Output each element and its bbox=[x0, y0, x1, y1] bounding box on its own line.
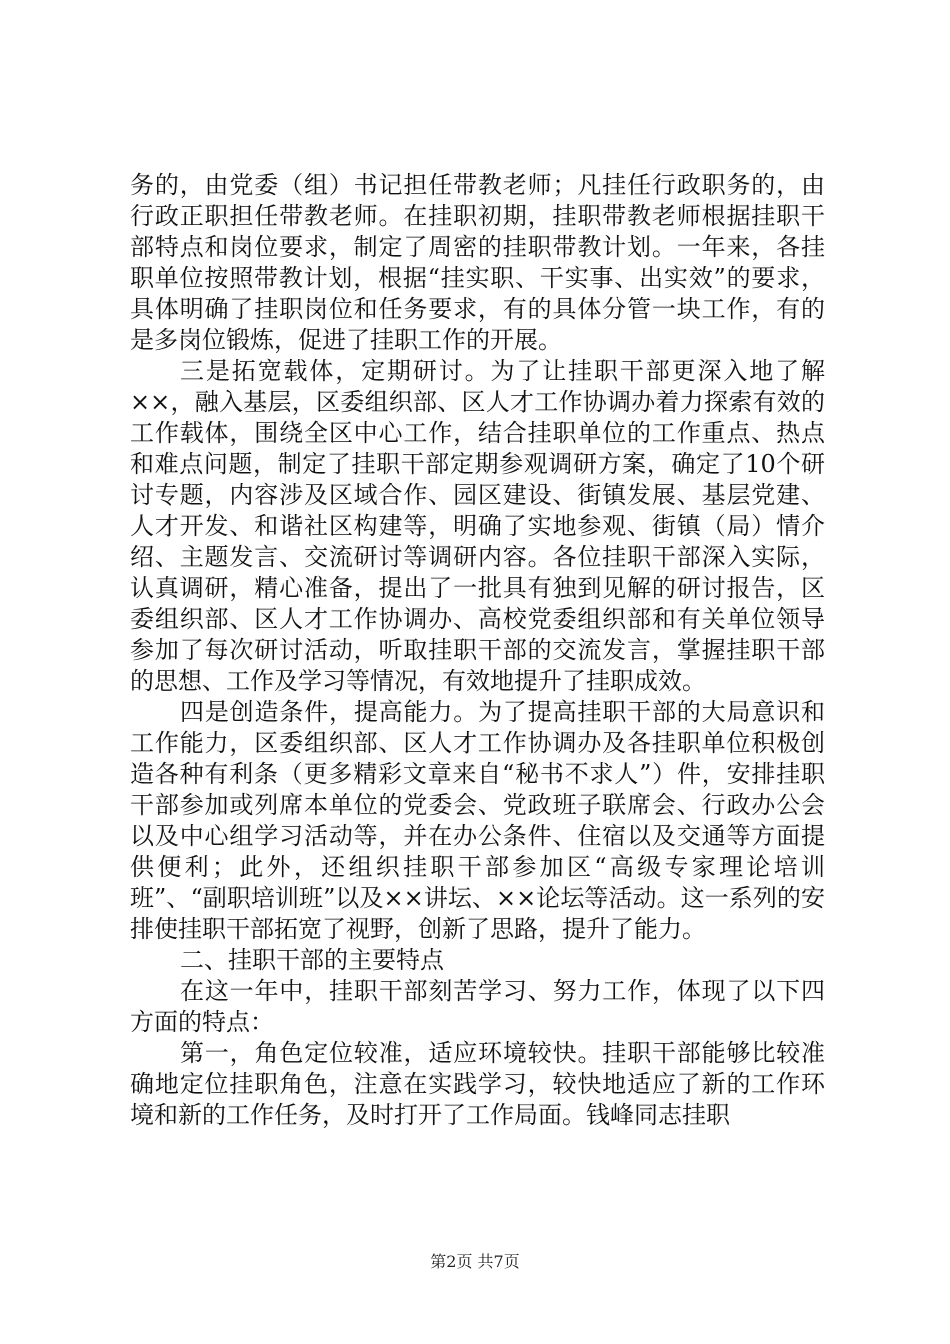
page-number-footer: 第2页 共7页 bbox=[430, 1252, 520, 1271]
paragraph-point-three: 三是拓宽载体，定期研讨。为了让挂职干部更深入地了解××，融入基层，区委组织部、区人才工作协调办着力探索有效的工作载体，围绕全区中心工作，结合挂职单位的工作重点、热点和难点问题，制定了挂职干部定期参观调研方案，确定了10个研讨专题，内容涉及区域合作、园区建设、街镇发展、基层党建、人才开发、和谐社区构建等，明确了实地参观、街镇（局）情介绍、主题发言、交流研讨等调研内容。各位挂职干部深入实际，认真调研，精心准备，提出了一批具有独到见解的研讨报告，区委组织部、区人才工作协调办、高校党委组织部和有关单位领导参加了每次研讨活动，听取挂职干部的交流发言，掌握挂职干部的思想、工作及学习等情况，有效地提升了挂职成效。 bbox=[130, 357, 825, 695]
section-heading: 二、挂职干部的主要特点 bbox=[180, 946, 444, 974]
paragraph-intro: 在这一年中，挂职干部刻苦学习、努力工作，体现了以下四方面的特点： bbox=[130, 977, 825, 1036]
paragraph-feature-one: 第一，角色定位较准，适应环境较快。挂职干部能够比较准确地定位挂职角色，注意在实践学习，较快地适应了新的工作环境和新的工作任务，及时打开了工作局面。钱峰同志挂职 bbox=[130, 1039, 825, 1129]
document-body bbox=[130, 170, 825, 1131]
paragraph-continuation: 务的，由党委（组）书记担任带教老师；凡挂任行政职务的，由行政正职担任带教老师。在挂职初期，挂职带教老师根据挂职干部特点和岗位要求，制定了周密的挂职带教计划。一年来，各挂职单位按照带教计划，根据“挂实职、干实事、出实效”的要求，具体明确了挂职岗位和任务要求，有的具体分管一块工作，有的是多岗位锻炼，促进了挂职工作的开展。 bbox=[130, 171, 825, 354]
paragraph-point-four: 四是创造条件，提高能力。为了提高挂职干部的大局意识和工作能力，区委组织部、区人才工作协调办及各挂职单位积极创造各种有利条（更多精彩文章来自“秘书不求人”）件，安排挂职干部参加或列席本单位的党委会、党政班子联席会、行政办公会以及中心组学习活动等，并在办公条件、住宿以及交通等方面提供便利；此外，还组织挂职干部参加区“高级专家理论培训班”、“副职培训班”以及××讲坛、××论坛等活动。这一系列的安排使挂职干部拓宽了视野，创新了思路，提升了能力。 bbox=[130, 698, 825, 943]
